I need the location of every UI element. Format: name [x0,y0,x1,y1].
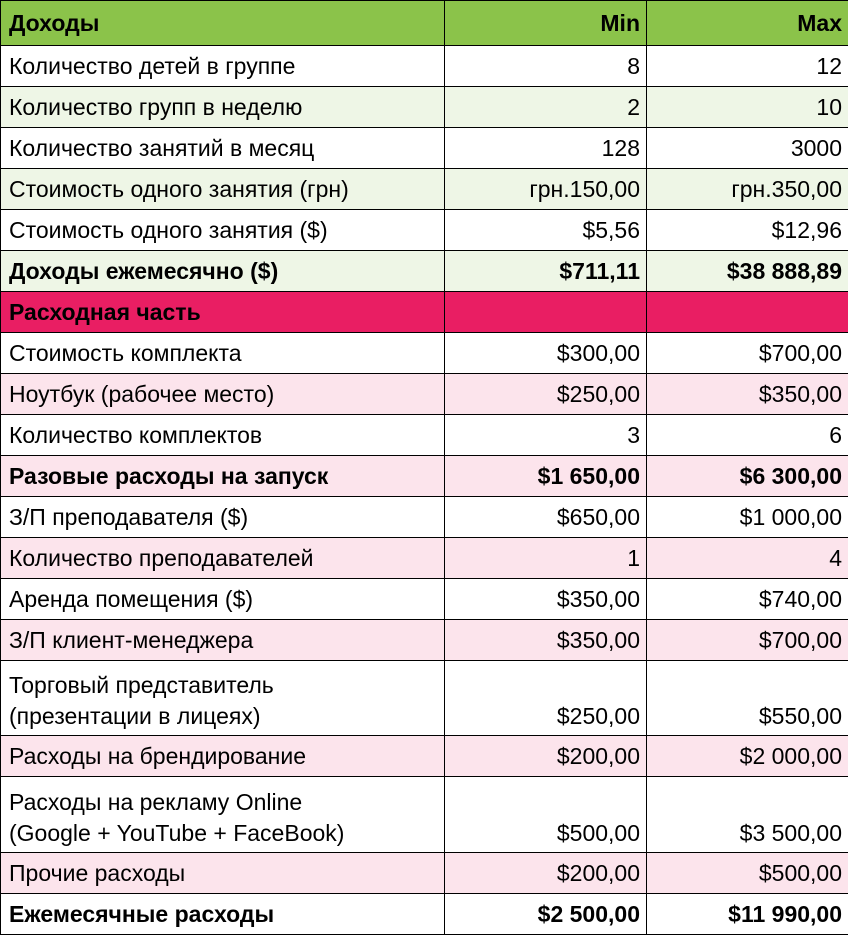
min-cell[interactable]: $200,00 [445,853,647,894]
income-header-row [1,1,848,46]
table-row [1,497,848,538]
table-row [1,661,848,736]
min-cell[interactable]: $650,00 [445,497,647,538]
max-cell[interactable]: $550,00 [647,661,848,736]
min-cell[interactable]: $250,00 [445,661,647,736]
row-label-line: (Google + YouTube + FaceBook) [9,820,345,846]
table-row [1,128,848,169]
table-row [1,620,848,661]
table-row [1,777,848,853]
expense-header-title[interactable]: Расходная часть [1,292,445,333]
max-cell[interactable]: $12,96 [647,210,848,251]
row-label-line: Торговый представитель [9,672,274,698]
row-label[interactable] [1,777,445,853]
min-cell[interactable] [445,292,647,333]
table-row [1,736,848,777]
table-row [1,853,848,894]
max-cell[interactable]: 12 [647,46,848,87]
row-label[interactable]: Ежемесячные расходы [1,894,445,935]
monthly-total-row [1,894,848,935]
max-cell[interactable]: 3000 [647,128,848,169]
row-label[interactable]: Стоимость одного занятия ($) [1,210,445,251]
max-cell[interactable] [647,292,848,333]
row-label[interactable]: Прочие расходы [1,853,445,894]
min-cell[interactable]: $1 650,00 [445,456,647,497]
row-label[interactable]: Разовые расходы на запуск [1,456,445,497]
row-label[interactable]: Расходы на брендирование [1,736,445,777]
table-row [1,374,848,415]
table-row [1,415,848,456]
max-cell[interactable]: $1 000,00 [647,497,848,538]
table-row [1,579,848,620]
max-cell[interactable]: $11 990,00 [647,894,848,935]
row-label[interactable]: Количество преподавателей [1,538,445,579]
max-cell[interactable]: грн.350,00 [647,169,848,210]
max-cell[interactable]: $700,00 [647,333,848,374]
min-cell[interactable]: $250,00 [445,374,647,415]
max-cell[interactable]: $3 500,00 [647,777,848,853]
row-label[interactable]: Доходы ежемесячно ($) [1,251,445,292]
row-label[interactable]: Количество занятий в месяц [1,128,445,169]
min-cell[interactable]: $350,00 [445,620,647,661]
min-cell[interactable]: 8 [445,46,647,87]
row-label[interactable]: З/П клиент-менеджера [1,620,445,661]
table-row [1,538,848,579]
max-cell[interactable]: $38 888,89 [647,251,848,292]
max-cell[interactable]: $740,00 [647,579,848,620]
max-column-header[interactable]: Max [647,1,848,46]
min-cell[interactable]: 1 [445,538,647,579]
row-label[interactable]: Аренда помещения ($) [1,579,445,620]
row-label[interactable]: Количество комплектов [1,415,445,456]
row-label-line: (презентации в лицеях) [9,703,261,729]
max-cell[interactable]: $2 000,00 [647,736,848,777]
row-label-line: Расходы на рекламу Online [9,789,303,815]
min-cell[interactable]: грн.150,00 [445,169,647,210]
row-label[interactable]: Стоимость одного занятия (грн) [1,169,445,210]
income-total-row [1,251,848,292]
max-cell[interactable]: $350,00 [647,374,848,415]
income-header-title[interactable]: Доходы [1,1,445,46]
table-row [1,169,848,210]
min-cell[interactable]: $5,56 [445,210,647,251]
row-label[interactable]: Количество групп в неделю [1,87,445,128]
max-cell[interactable]: 6 [647,415,848,456]
min-cell[interactable]: 3 [445,415,647,456]
setup-total-row [1,456,848,497]
min-cell[interactable]: $300,00 [445,333,647,374]
row-label[interactable] [1,661,445,736]
expense-header-row [1,292,848,333]
min-cell[interactable]: 2 [445,87,647,128]
table-row [1,210,848,251]
max-cell[interactable]: $6 300,00 [647,456,848,497]
max-cell[interactable]: 10 [647,87,848,128]
row-label[interactable]: Количество детей в группе [1,46,445,87]
max-cell[interactable]: $700,00 [647,620,848,661]
max-cell[interactable]: $500,00 [647,853,848,894]
row-label[interactable]: Стоимость комплекта [1,333,445,374]
min-cell[interactable]: $500,00 [445,777,647,853]
min-cell[interactable]: $711,11 [445,251,647,292]
row-label[interactable]: З/П преподавателя ($) [1,497,445,538]
table-row [1,46,848,87]
max-cell[interactable]: 4 [647,538,848,579]
min-cell[interactable]: $350,00 [445,579,647,620]
row-label[interactable]: Ноутбук (рабочее место) [1,374,445,415]
table-row [1,87,848,128]
min-cell[interactable]: 128 [445,128,647,169]
min-cell[interactable]: $200,00 [445,736,647,777]
min-cell[interactable]: $2 500,00 [445,894,647,935]
table-row [1,333,848,374]
min-column-header[interactable]: Min [445,1,647,46]
